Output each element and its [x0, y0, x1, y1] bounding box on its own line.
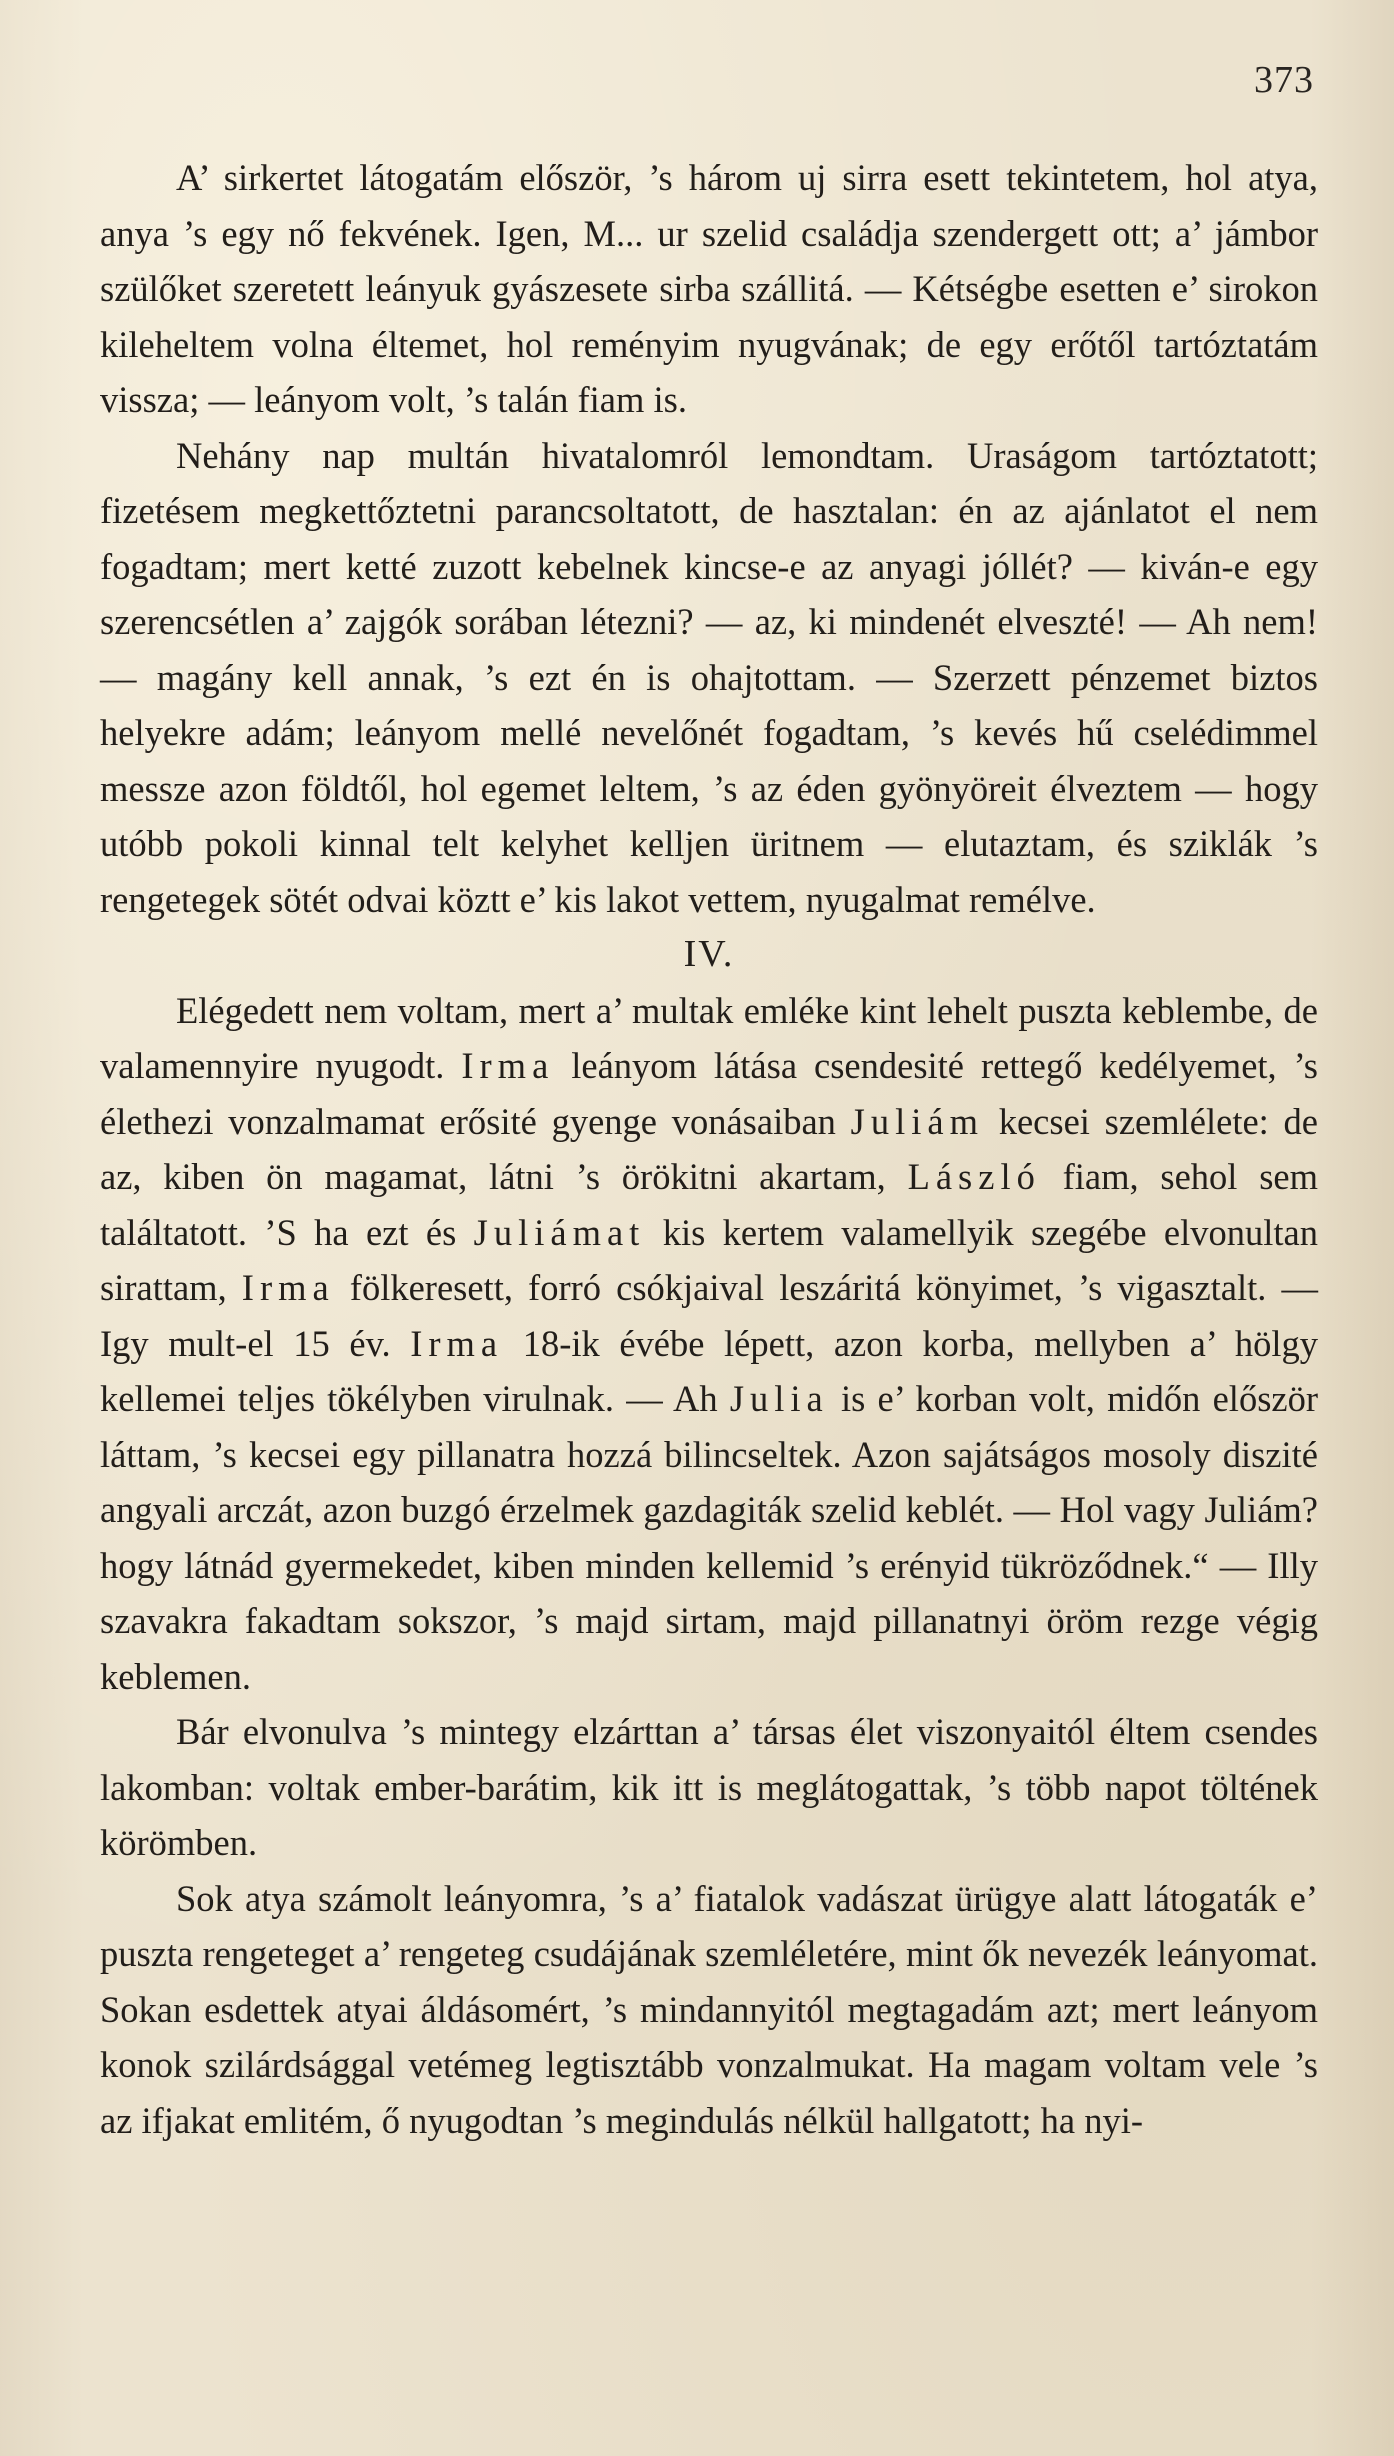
text-run: Elégedett nem voltam, mert a’ multak emléke kint lehelt puszta keblembe, de valamennyire nyugodt.: [100, 989, 1318, 1086]
paragraph: A’ sirkertet látogatám először, ’s három uj sirra esett tekintetem, hol atya, anya ’s egy nő fekvének. Igen, M... ur szelid családja szendergett ott; a’ jámbor szülőket szeretett leányuk gyászesete sirba szállitá. — Kétségbe esetten e’ sirokon kileheltem volna éltemet, hol reményim nyugvának; de egy erőtől tartóztatám vissza; — leányom volt, ’s talán fiam is.: [100, 157, 1318, 420]
text-run: leányom látása csendesité rettegő kedélyemet, ’s élethezi vonzalmamat erősité gyenge vonásaiban: [100, 1045, 1318, 1142]
section-heading: IV.: [683, 933, 735, 975]
text-run: kis kertem valamellyik szegébe elvonultan sirattam,: [100, 1211, 1318, 1308]
paragraph: Nehány nap multán hivatalomról lemondtam. Uraságom tartóztatott; fizetésem megkettőztetni parancsoltatott, de hasztalan: én az ajánlatot el nem fogadtam; mert ketté zuzott kebelnek kincse-e az anyagi jóllét? — kiván-e egy szerencsétlen a’ zajgók sorában létezni? — az, ki mindenét elveszté! — Ah nem! — magány kell annak, ’s ezt én is ohajtottam. — Szerzett pénzemet biztos helyekre adám; leányom mellé nevelőnét fogadtam, ’s kevés hű cselédimmel messze azon földtől, hol egemet leltem, ’s az éden gyönyöreit élveztem — hogy utóbb pokoli kinnal telt kelyhet kelljen üritnem — elutaztam, és sziklák ’s rengetegek sötét odvai köztt e’ kis lakot vettem, nyugalmat remélve.: [100, 434, 1318, 920]
text-run: 18-ik évébe lépett, azon korba, mellyben a’ hölgy kellemei teljes tökélyben virulnak. — Ah: [100, 1322, 1318, 1419]
text-run: fiam, sehol sem találtatott. ’S ha ezt és: [100, 1156, 1318, 1253]
text-run: fölkeresett, forró csókjaival leszáritá könyimet, ’s vigasztalt. — Igy mult-el 15 év.: [100, 1267, 1318, 1364]
name-juliam: Juliám: [850, 1100, 984, 1142]
name-juliamat: Juliámat: [473, 1211, 646, 1253]
name-irma: Irma: [410, 1322, 504, 1364]
text-run: Sok atya számolt leányomra, ’s a’ fiatalok vadászat ürügye alatt látogaták e’ puszta rengeteget a’ rengeteg csudájának szemléletére, mint ők nevezék leányomat. Sokan esdettek atyai áldásomért, ’s mindannyitól megtagadám azt; mert leányom konok szilárdsággal vetémeg legtisztább vonzalmukat. Ha magam voltam vele ’s az ifjakat emlitém, ő nyugodtan ’s megindulás nélkül hallgatott; ha nyi-: [100, 1877, 1318, 2141]
paragraph: [100, 1871, 1318, 2149]
name-julia: Julia: [729, 1378, 829, 1419]
name-irma: Irma: [461, 1045, 555, 1086]
name-irma: Irma: [241, 1267, 335, 1308]
text-run: Bár elvonulva ’s mintegy elzárttan a’ társas élet viszonyaitól éltem csendes lakomban: voltak ember-barátim, kik itt is meglátogattak, ’s több napot töltének körömben.: [100, 1711, 1318, 1863]
text-run: is e’ korban volt, midőn először láttam, ’s kecsei egy pillanatra hozzá bilincseltek. Azon sajátságos mosoly diszité angyali arczát, azon buzgó érzelmek gazdagiták szelid keblét. — Hol vagy Juliám? hogy látnád gyermekedet, kiben minden kellemid ’s erényid tükröződnek.“ — Illy szavakra fakadtam sokszor, ’s majd sirtam, majd pillanatnyi öröm rezge végig keblemen.: [100, 1378, 1319, 1697]
paragraph: [100, 1704, 1318, 1871]
name-laszlo: László: [907, 1156, 1041, 1197]
page-number: 373: [1254, 59, 1314, 101]
text-run: kecsei szemlélete: de az, kiben ön magamat, látni ’s örökitni akartam,: [100, 1100, 1318, 1197]
paragraph: [100, 983, 1318, 1705]
body-text: [100, 150, 1318, 2148]
